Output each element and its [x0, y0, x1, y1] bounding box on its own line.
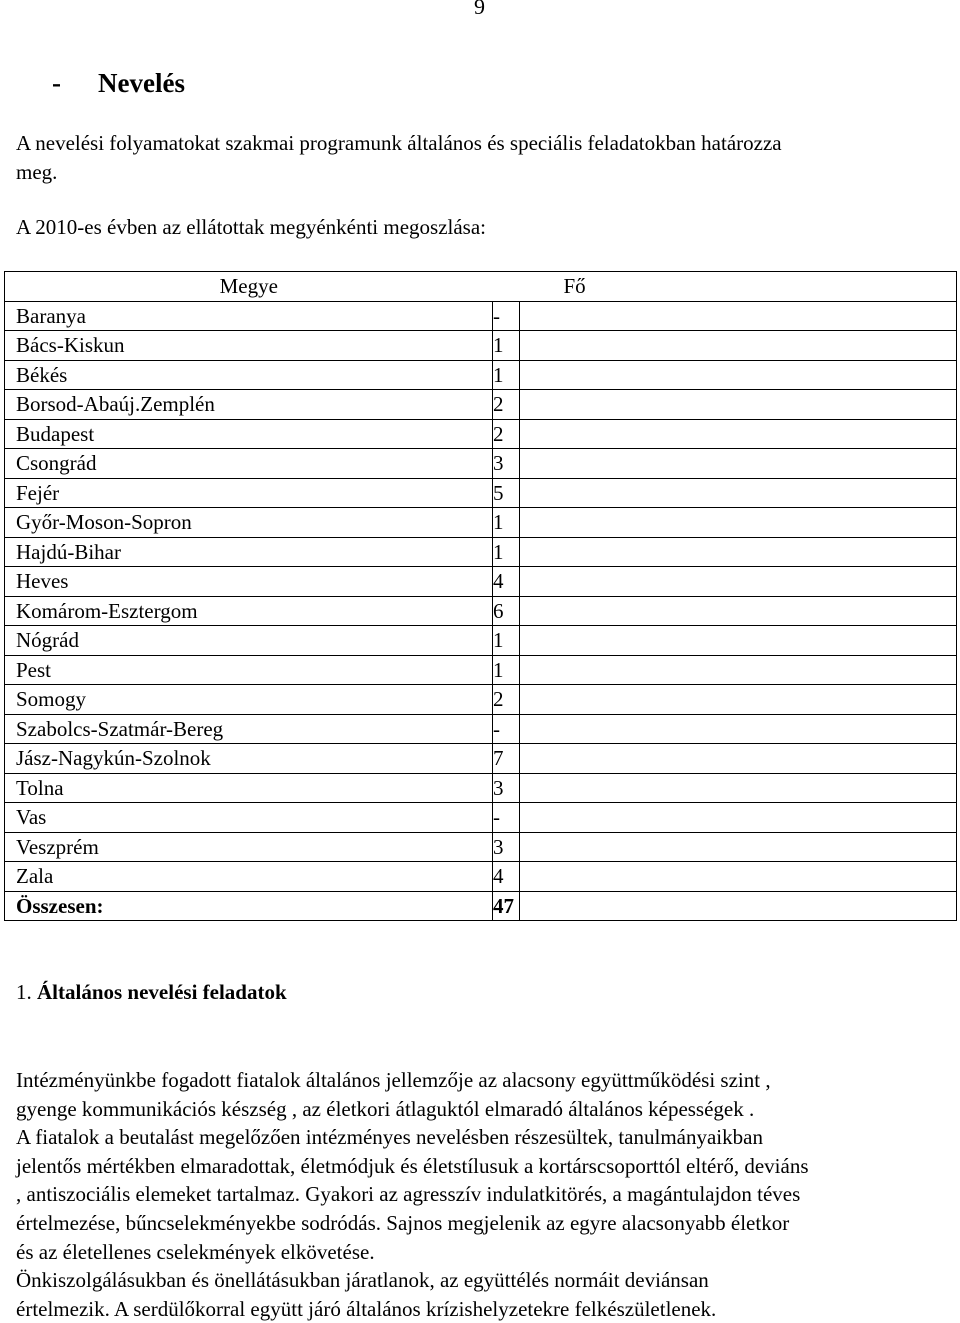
total-label: Összesen: — [5, 891, 493, 921]
county-name: Heves — [5, 567, 493, 597]
body-line: és az életellenes cselekmények elkövetése. — [16, 1239, 375, 1264]
empty-cell — [520, 685, 957, 715]
empty-cell — [520, 478, 957, 508]
empty-cell — [520, 567, 957, 597]
table-row — [5, 744, 957, 774]
table-row — [5, 862, 957, 892]
heading-dash: - — [52, 68, 61, 98]
table-row — [5, 360, 957, 390]
county-count: 1 — [493, 626, 520, 656]
county-name: Békés — [5, 360, 493, 390]
body-line: Intézményünkbe fogadott fiatalok általános jellemzője az alacsony együttműködési szint , — [16, 1068, 771, 1092]
table-row — [5, 567, 957, 597]
table-caption: A 2010-es évben az ellátottak megyénkénti megoszlása: — [16, 215, 487, 239]
county-count: 1 — [493, 655, 520, 685]
body-paragraph — [16, 1066, 956, 1323]
empty-cell — [520, 301, 957, 331]
county-name: Szabolcs-Szatmár-Bereg — [5, 714, 493, 744]
empty-cell — [520, 449, 957, 479]
body-line: értelmezik. A serdülőkorral együtt járó általános krízishelyzetekre felkészületlenek. — [16, 1296, 717, 1321]
empty-cell — [520, 331, 957, 361]
empty-cell — [520, 862, 957, 892]
page-number: 9 — [474, 0, 485, 19]
county-count: 3 — [493, 449, 520, 479]
section-number: 1. — [16, 980, 32, 1004]
table-row — [5, 626, 957, 656]
county-name: Vas — [5, 803, 493, 833]
table-row — [5, 478, 957, 508]
empty-cell — [520, 832, 957, 862]
county-name: Jász-Nagykún-Szolnok — [5, 744, 493, 774]
section-title-text: Általános nevelési feladatok — [37, 980, 287, 1004]
county-name: Pest — [5, 655, 493, 685]
county-name: Komárom-Esztergom — [5, 596, 493, 626]
table-row — [5, 803, 957, 833]
county-name: Borsod-Abaúj.Zemplén — [5, 390, 493, 420]
table-row — [5, 832, 957, 862]
intro-paragraph — [16, 129, 782, 186]
table-row — [5, 331, 957, 361]
county-count: 1 — [493, 331, 520, 361]
empty-cell — [520, 714, 957, 744]
header-count: Fő — [520, 272, 957, 302]
empty-cell — [520, 744, 957, 774]
county-count: 1 — [493, 360, 520, 390]
body-line: Önkiszolgálásukban és önellátásukban járatlanok, az együttélés normáit deviánsan — [16, 1268, 709, 1293]
table-row — [5, 685, 957, 715]
table-row — [5, 714, 957, 744]
county-name: Zala — [5, 862, 493, 892]
body-line: értelmezése, bűncselekményekbe sodródás. Sajnos megjelenik az egyre alacsonyabb életkor — [16, 1210, 790, 1235]
table-total-row — [5, 891, 957, 921]
empty-cell — [520, 537, 957, 567]
intro-line: meg. — [16, 159, 58, 184]
empty-cell — [520, 419, 957, 449]
county-table — [4, 271, 957, 921]
intro-line: A nevelési folyamatokat szakmai programunk általános és speciális feladatokban határozza — [16, 131, 782, 155]
header-county: Megye — [5, 272, 493, 302]
county-count: 3 — [493, 773, 520, 803]
table-row — [5, 419, 957, 449]
county-name: Nógrád — [5, 626, 493, 656]
section-heading — [52, 68, 185, 99]
empty-cell — [520, 360, 957, 390]
body-line: gyenge kommunikációs készség , az életkori átlaguktól elmaradó általános képességek . — [16, 1096, 755, 1121]
county-name: Tolna — [5, 773, 493, 803]
county-name: Veszprém — [5, 832, 493, 862]
county-name: Budapest — [5, 419, 493, 449]
county-count: 2 — [493, 419, 520, 449]
empty-cell — [520, 655, 957, 685]
county-count: 2 — [493, 685, 520, 715]
empty-cell — [520, 773, 957, 803]
total-value: 47 — [493, 891, 520, 921]
empty-cell — [520, 803, 957, 833]
county-count: - — [493, 301, 520, 331]
empty-cell — [520, 891, 957, 921]
county-count: 1 — [493, 537, 520, 567]
table-row — [5, 537, 957, 567]
body-line: , antiszociális elemeket tartalmaz. Gyakori az agresszív indulatkitörés, a magántulajdon téves — [16, 1182, 801, 1207]
county-name: Bács-Kiskun — [5, 331, 493, 361]
county-count: 4 — [493, 862, 520, 892]
county-count: 4 — [493, 567, 520, 597]
empty-cell — [520, 626, 957, 656]
empty-cell — [520, 508, 957, 538]
section-title — [16, 980, 287, 1005]
county-count: 3 — [493, 832, 520, 862]
county-count: 2 — [493, 390, 520, 420]
table-row — [5, 301, 957, 331]
county-count: - — [493, 714, 520, 744]
county-name: Győr-Moson-Sopron — [5, 508, 493, 538]
county-name: Hajdú-Bihar — [5, 537, 493, 567]
county-count: 7 — [493, 744, 520, 774]
empty-cell — [520, 596, 957, 626]
table-row — [5, 655, 957, 685]
table-row — [5, 390, 957, 420]
body-line: jelentős mértékben elmaradottak, életmódjuk és életstílusuk a kortárscsoporttól eltérő, deviáns — [16, 1153, 809, 1178]
heading-title: Nevelés — [98, 68, 185, 98]
header-spacer — [493, 272, 520, 302]
table-row — [5, 508, 957, 538]
table-row — [5, 449, 957, 479]
body-line: A fiatalok a beutalást megelőzően intézményes nevelésben részesültek, tanulmányaikban — [16, 1125, 763, 1150]
county-name: Somogy — [5, 685, 493, 715]
county-count: - — [493, 803, 520, 833]
county-name: Fejér — [5, 478, 493, 508]
table-row — [5, 773, 957, 803]
county-count: 5 — [493, 478, 520, 508]
county-count: 1 — [493, 508, 520, 538]
empty-cell — [520, 390, 957, 420]
county-name: Baranya — [5, 301, 493, 331]
table-row — [5, 596, 957, 626]
table-header-row — [5, 272, 957, 302]
county-count: 6 — [493, 596, 520, 626]
county-name: Csongrád — [5, 449, 493, 479]
